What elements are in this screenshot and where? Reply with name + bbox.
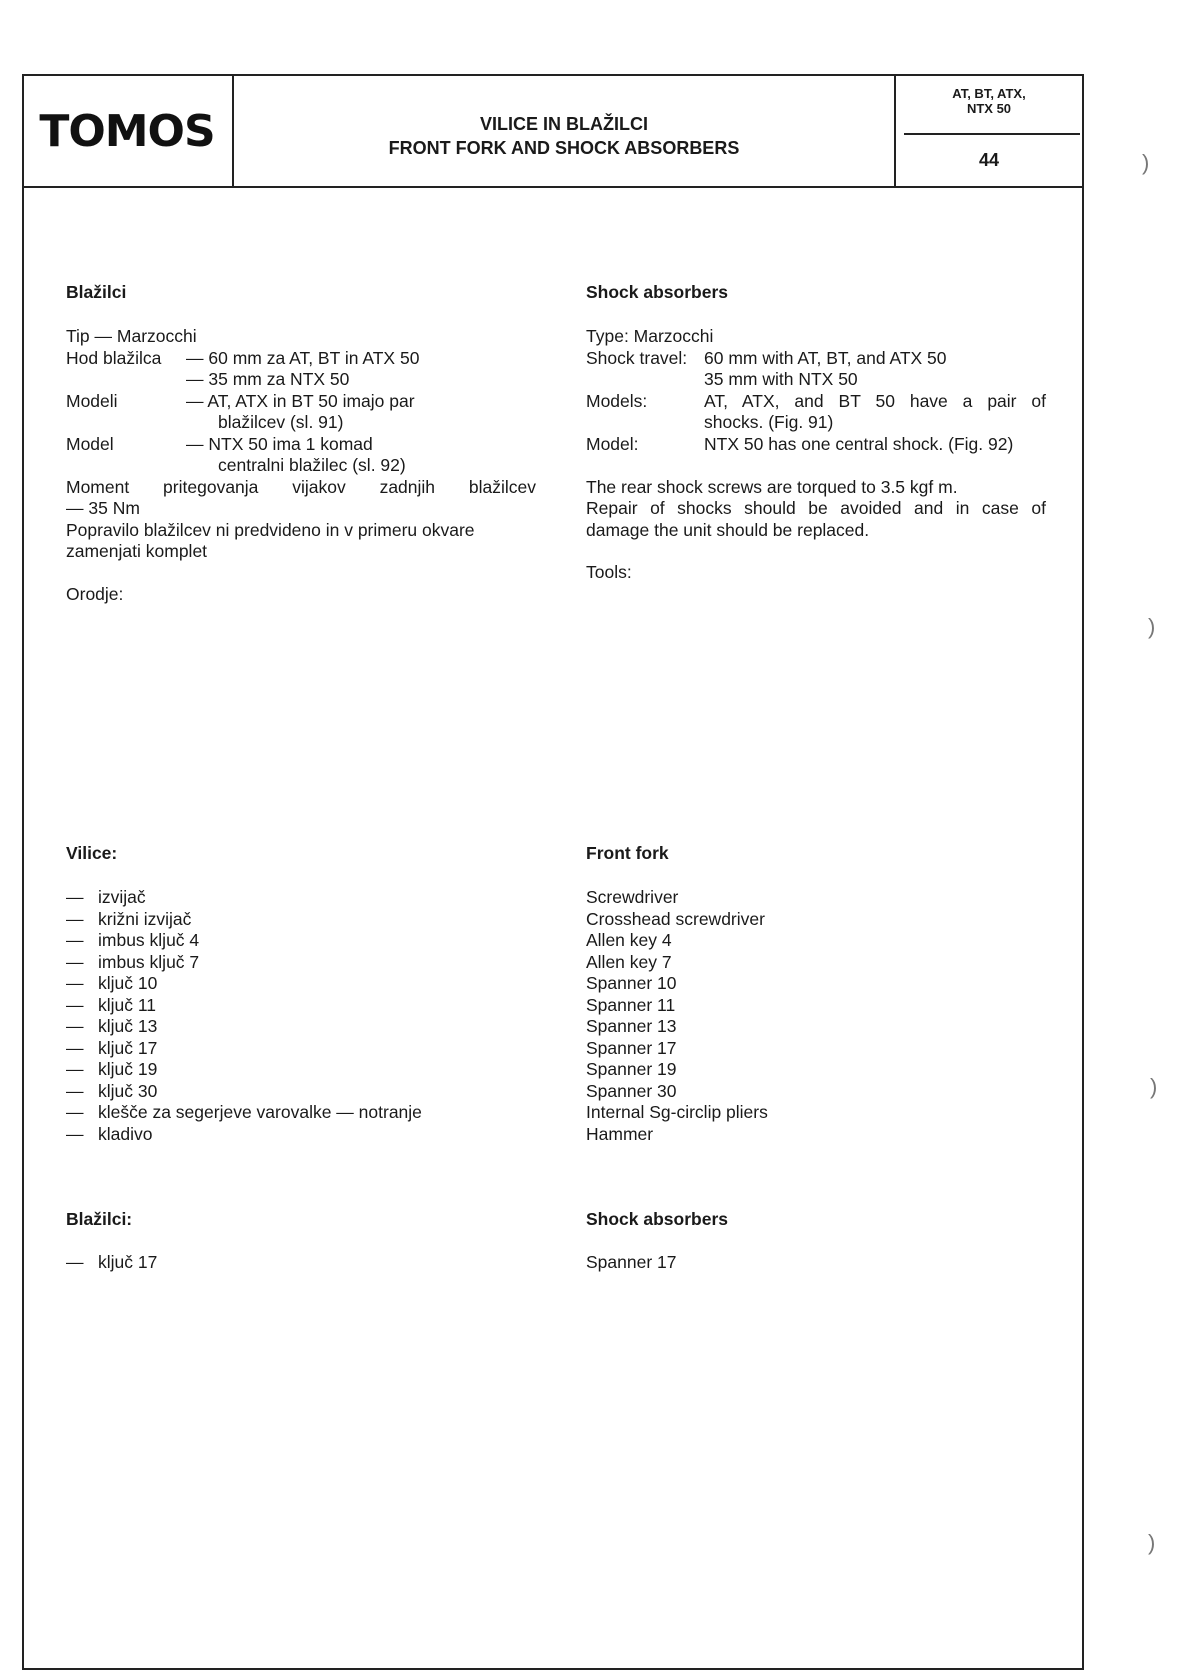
right-fork-heading: Front fork <box>586 843 669 863</box>
right-shock-tools-list <box>586 1252 677 1274</box>
list-item: — ključ 17 <box>66 1252 158 1272</box>
models-divider <box>904 133 1080 135</box>
right-repair-2: damage the unit should be replaced. <box>586 519 870 540</box>
list-item: — ključ 19 <box>66 1059 158 1079</box>
page-frame <box>22 74 1084 1670</box>
page-header <box>22 74 1084 188</box>
list-item: Spanner 10 <box>586 973 677 993</box>
right-type: Type: Marzocchi <box>586 326 714 346</box>
left-type: Tip — Marzocchi <box>66 326 197 346</box>
right-tools-label: Tools: <box>586 562 632 582</box>
models-label <box>896 86 1082 116</box>
left-model-1: — NTX 50 ima 1 komad <box>186 433 373 454</box>
right-travel-2: 35 mm with NTX 50 <box>704 369 858 389</box>
left-models-row <box>66 391 536 413</box>
binder-hole-mark: ) <box>1148 1530 1156 1555</box>
left-model-2: centralni blažilec (sl. 92) <box>218 455 406 475</box>
list-item: — klešče za segerjeve varovalke — notranje <box>66 1102 422 1122</box>
left-shock-tools-heading: Blažilci: <box>66 1209 133 1229</box>
left-fork-tools-list <box>66 887 422 1145</box>
binder-hole-mark: ) <box>1148 614 1156 639</box>
page-number: 44 <box>978 150 1000 170</box>
right-models-2: shocks. (Fig. 91) <box>704 412 834 432</box>
list-item: — ključ 11 <box>66 994 157 1015</box>
right-model-row <box>586 434 1046 456</box>
list-item: — imbus ključ 4 <box>66 930 200 950</box>
left-models-2: blažilcev (sl. 91) <box>218 412 344 432</box>
right-repair-1: Repair of shocks should be avoided and in case of <box>586 498 1046 518</box>
left-repair-1: Popravilo blažilcev ni predvideno in v primeru okvare <box>66 519 475 540</box>
left-repair-2: zamenjati komplet <box>66 541 208 561</box>
right-shock-heading: Shock absorbers <box>586 282 728 302</box>
tomos-logo: TOMOS <box>39 105 215 157</box>
spacer <box>586 455 1046 477</box>
left-travel-label: Hod blažilca <box>66 347 162 368</box>
logo-cell <box>22 76 234 186</box>
right-torque: The rear shock screws are torqued to 3.5 kgf m. <box>586 476 958 497</box>
title-cell <box>234 76 894 186</box>
right-travel-1: 60 mm with AT, BT, and ATX 50 <box>704 347 947 368</box>
left-tools-label: Orodje: <box>66 584 124 604</box>
list-item: Spanner 30 <box>586 1080 677 1101</box>
list-item: — ključ 13 <box>66 1016 158 1036</box>
list-item: — ključ 30 <box>66 1080 158 1101</box>
binder-hole-mark: ) <box>1142 150 1150 175</box>
right-shock-specs <box>586 326 1046 541</box>
list-item: Spanner 19 <box>586 1059 677 1079</box>
right-models-row <box>586 391 1046 413</box>
left-shock-specs <box>66 326 536 563</box>
list-item: Internal Sg-circlip pliers <box>586 1102 768 1122</box>
list-item: Spanner 17 <box>586 1037 677 1058</box>
list-item: — izvijač <box>66 887 146 907</box>
title-slovenian: VILICE IN BLAŽILCI <box>480 114 648 134</box>
list-item: — ključ 10 <box>66 973 158 993</box>
left-travel-row <box>66 348 536 370</box>
right-travel-row <box>586 348 1046 370</box>
left-moment-1: Moment pritegovanja vijakov zadnjih blažilcev <box>66 476 536 497</box>
list-item: — kladivo <box>66 1123 153 1144</box>
left-shock-heading: Blažilci <box>66 282 127 302</box>
left-fork-heading: Vilice: <box>66 843 118 863</box>
list-item: — imbus ključ 7 <box>66 951 200 972</box>
right-travel-label: Shock travel: <box>586 347 688 368</box>
list-item: Allen key 4 <box>586 930 672 950</box>
binder-hole-mark: ) <box>1150 1074 1158 1099</box>
models-line-2: NTX 50 <box>966 101 1012 116</box>
right-models-1: AT, ATX, and BT 50 have a pair of <box>704 390 1046 411</box>
list-item: — ključ 17 <box>66 1037 158 1058</box>
list-item: Allen key 7 <box>586 951 672 972</box>
list-item: Hammer <box>586 1123 654 1144</box>
left-model-row <box>66 434 536 456</box>
list-item: Crosshead screwdriver <box>586 908 765 929</box>
left-models-label: Modeli <box>66 390 118 411</box>
right-models-label: Models: <box>586 390 648 411</box>
title-english: FRONT FORK AND SHOCK ABSORBERS <box>388 138 740 158</box>
left-travel-1: — 60 mm za AT, BT in ATX 50 <box>186 347 420 368</box>
models-line-1: AT, BT, ATX, <box>952 86 1026 101</box>
right-fork-tools-list <box>586 887 768 1145</box>
list-item: Screwdriver <box>586 887 679 907</box>
left-shock-tools-list <box>66 1252 157 1274</box>
list-item: Spanner 11 <box>586 994 676 1015</box>
list-item: — križni izvijač <box>66 908 192 929</box>
list-item: Spanner 13 <box>586 1016 677 1036</box>
right-model-label: Model: <box>586 433 639 454</box>
model-page-cell <box>894 76 1080 186</box>
right-model-1: NTX 50 has one central shock. (Fig. 92) <box>704 433 1014 454</box>
left-models-1: — AT, ATX in BT 50 imajo par <box>186 390 415 411</box>
left-model-label: Model <box>66 433 114 454</box>
left-travel-2: — 35 mm za NTX 50 <box>186 369 350 389</box>
left-moment-2: — 35 Nm <box>66 498 140 518</box>
right-shock-tools-heading: Shock absorbers <box>586 1209 728 1229</box>
list-item: Spanner 17 <box>586 1252 677 1272</box>
